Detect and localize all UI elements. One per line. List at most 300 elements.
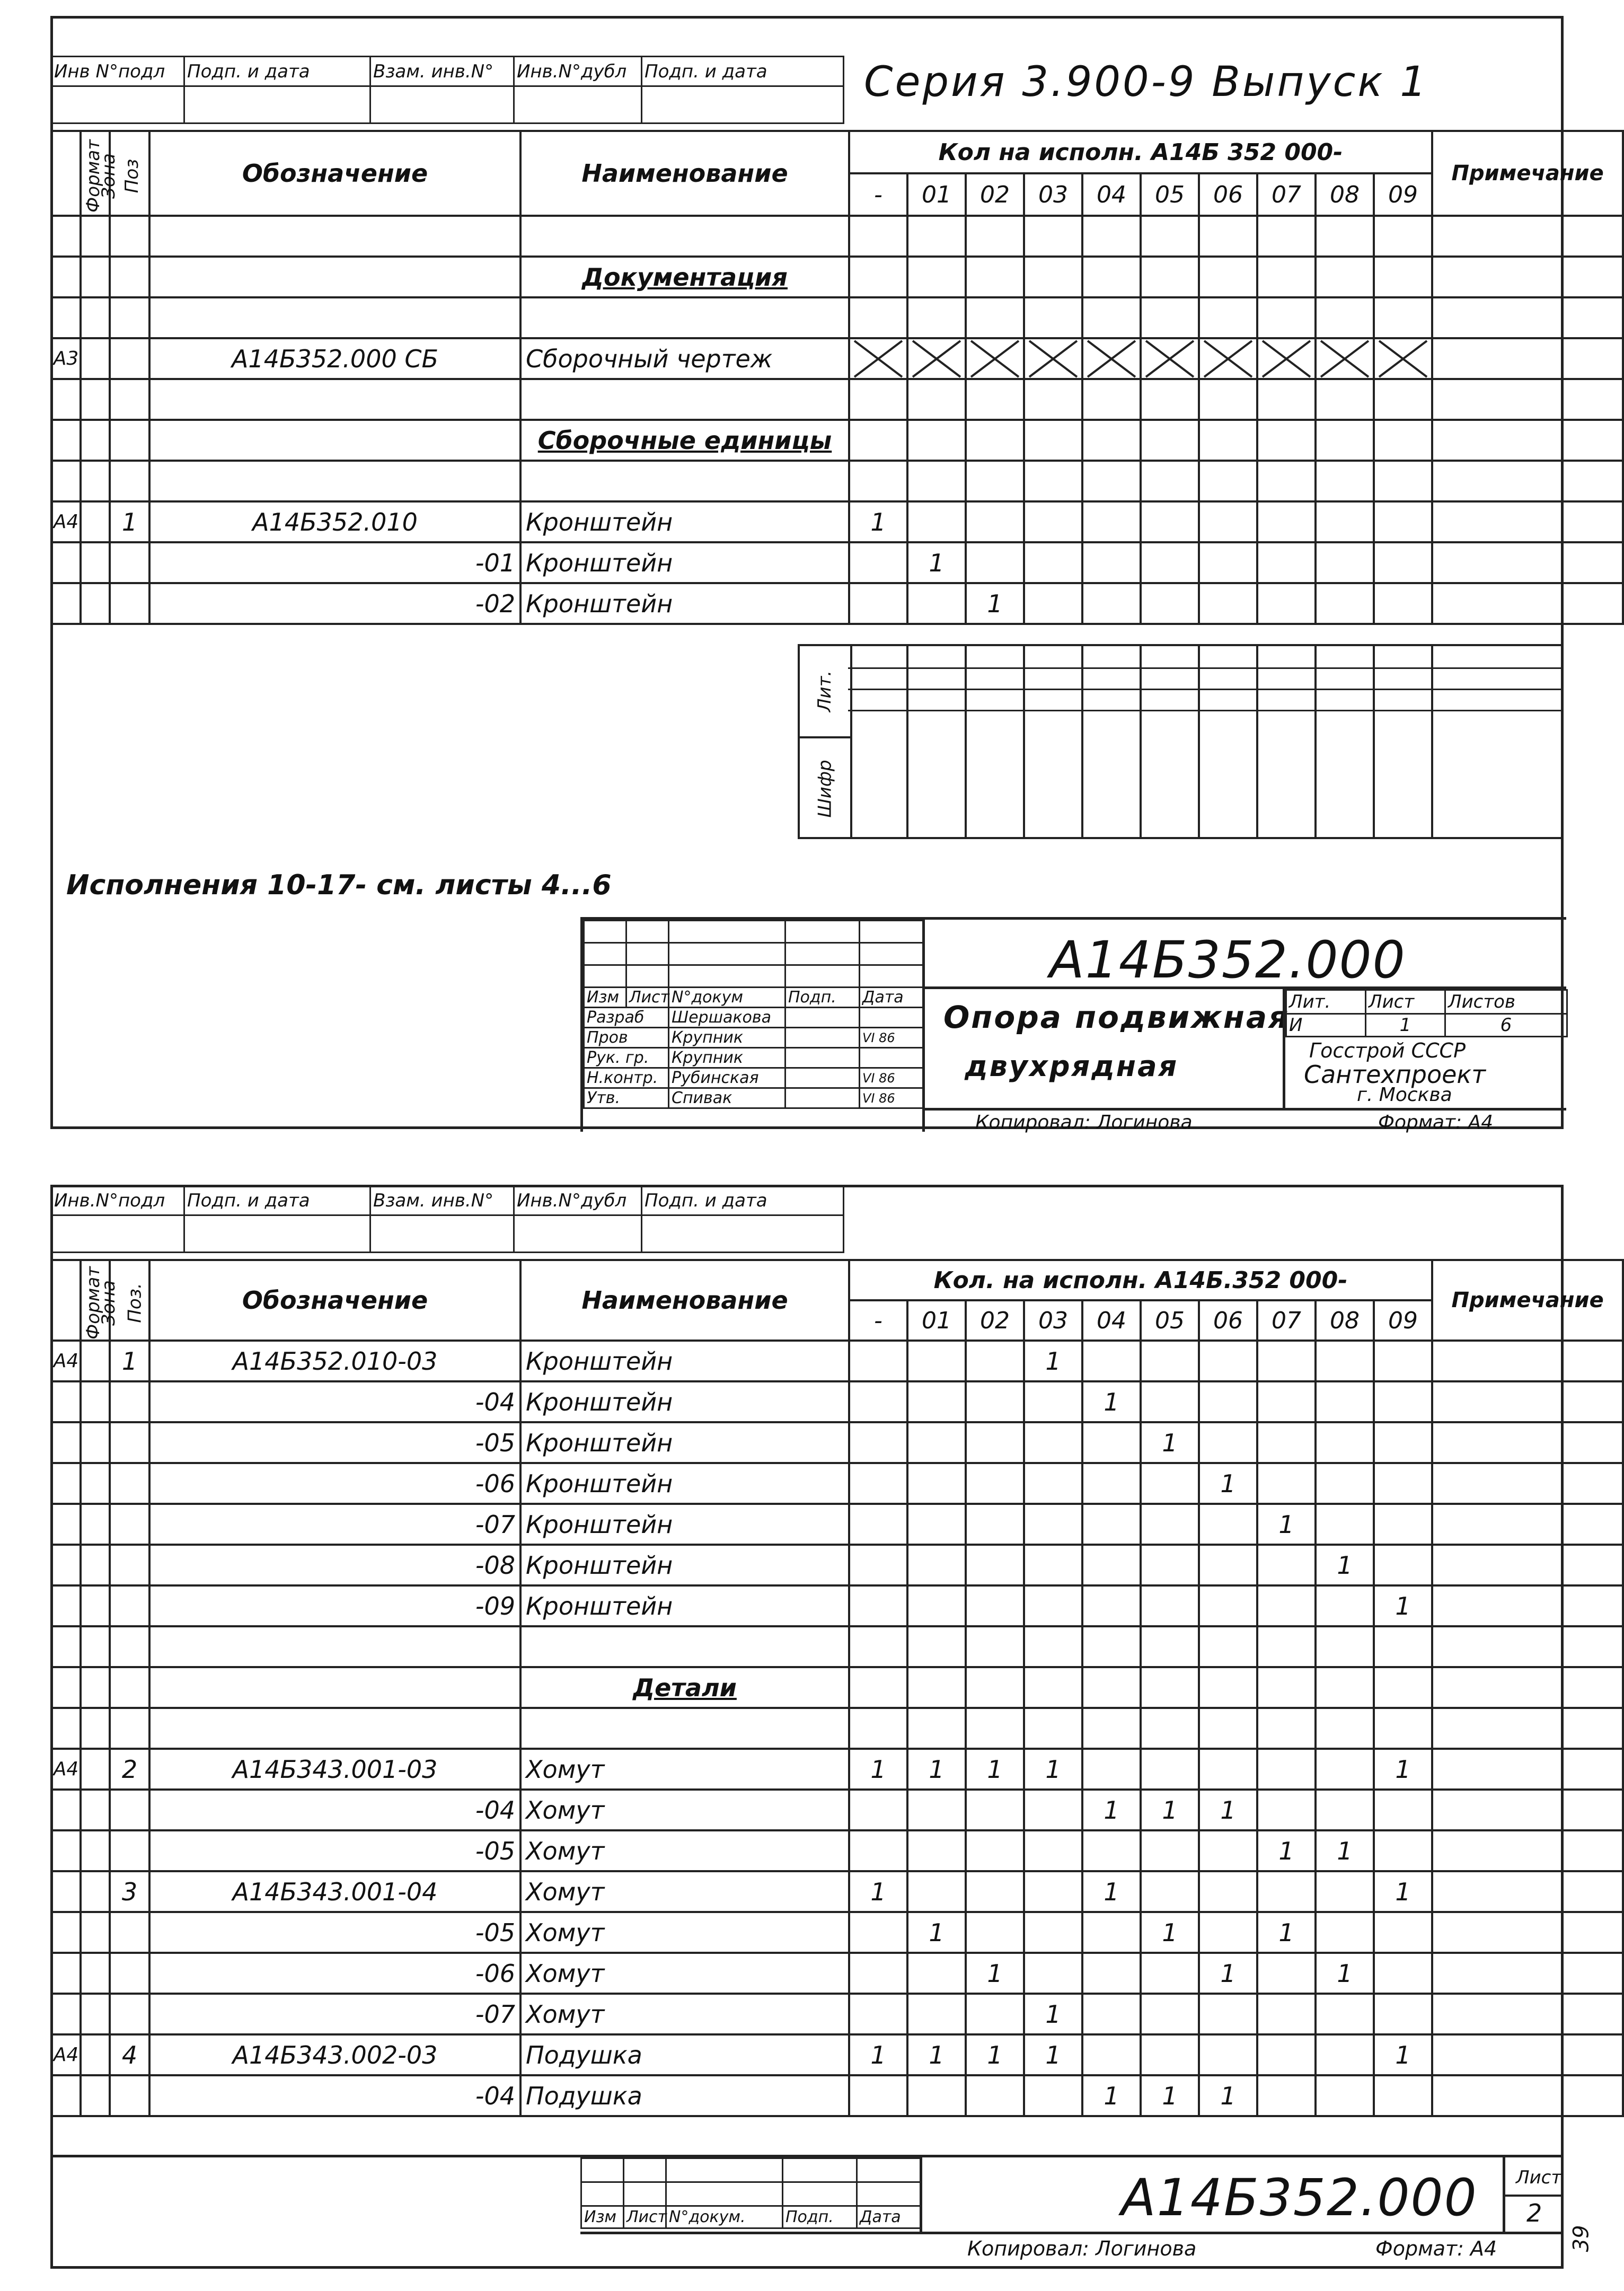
cell-zone <box>81 1994 110 2034</box>
variant-header: 08 <box>1316 173 1374 216</box>
cell-pos <box>110 542 149 583</box>
qty-cell <box>1199 1626 1257 1667</box>
variant-header: 08 <box>1316 1300 1374 1341</box>
qty-cell <box>1316 257 1374 297</box>
table-row <box>51 1463 1623 1504</box>
cross-mark <box>1146 341 1194 377</box>
cell-format <box>51 1422 81 1463</box>
qty-cell <box>849 1504 907 1545</box>
qty-cell <box>966 1790 1024 1830</box>
role-signature <box>785 1028 860 1048</box>
qty-cell <box>1082 338 1141 379</box>
table-row <box>51 1830 1623 1871</box>
col-note: Примечание <box>1432 131 1623 216</box>
qty-cell <box>1024 1912 1082 1953</box>
qty-cell <box>1316 379 1374 420</box>
qty-cell <box>1024 461 1082 501</box>
cell-name: Кронштейн <box>520 1341 849 1381</box>
qty-cell <box>1374 583 1432 624</box>
table-row <box>51 2034 1623 2075</box>
cell-format <box>51 2075 81 2116</box>
qty-cell <box>907 1463 966 1504</box>
qty-cell <box>1199 420 1257 461</box>
cell-note <box>1432 2034 1623 2075</box>
qty-cell <box>1082 501 1141 542</box>
cell-pos <box>110 1667 149 1708</box>
qty-cell <box>907 1545 966 1585</box>
qty-cell <box>1316 1381 1374 1422</box>
section-heading: Документация <box>520 257 849 297</box>
role-date <box>860 1008 923 1028</box>
cell-format <box>51 542 81 583</box>
qty-cell <box>1199 2034 1257 2075</box>
cell-designation <box>149 420 520 461</box>
qty-cell: 1 <box>1141 2075 1199 2116</box>
qty-cell <box>1141 1585 1199 1626</box>
qty-cell <box>849 1381 907 1422</box>
qty-cell: 1 <box>1024 1341 1082 1381</box>
table-row <box>51 379 1623 420</box>
qty-cell <box>1257 379 1316 420</box>
qty-cell <box>1257 1422 1316 1463</box>
qty-cell <box>849 216 907 257</box>
qty-cell: 1 <box>849 2034 907 2075</box>
cell-zone <box>81 542 110 583</box>
qty-cell: 1 <box>1374 2034 1432 2075</box>
variant-header: 02 <box>966 1300 1024 1341</box>
table-row <box>51 1790 1623 1830</box>
qty-cell <box>1082 297 1141 338</box>
qty-cell <box>1316 1585 1374 1626</box>
cell-zone <box>81 257 110 297</box>
cell-pos <box>110 420 149 461</box>
col-note: Примечание <box>1432 1260 1623 1341</box>
qty-cell <box>907 297 966 338</box>
qty-cell <box>1374 1504 1432 1545</box>
role-label: Утв. <box>584 1088 669 1108</box>
qty-cell <box>1199 297 1257 338</box>
qty-cell <box>1082 542 1141 583</box>
qty-cell <box>1024 1790 1082 1830</box>
cell-name: Кронштейн <box>520 583 849 624</box>
cell-note <box>1432 1871 1623 1912</box>
cell-designation: -04 <box>149 2075 520 2116</box>
table-row <box>51 1994 1623 2034</box>
qty-cell <box>907 1504 966 1545</box>
qty-cell <box>1082 216 1141 257</box>
variant-header: 02 <box>966 173 1024 216</box>
variant-header: 05 <box>1141 1300 1199 1341</box>
table-row <box>51 1708 1623 1749</box>
cell-pos <box>110 1994 149 2034</box>
storage-cell: Взам. инв.N° <box>370 1186 514 1215</box>
cell-format <box>51 297 81 338</box>
storage-cell: Взам. инв.N° <box>370 57 514 86</box>
qty-cell <box>849 1585 907 1626</box>
variant-header: 04 <box>1082 173 1141 216</box>
qty-cell <box>1316 1912 1374 1953</box>
qty-cell <box>1082 1545 1141 1585</box>
storage-cell: Подп. и дата <box>184 1186 370 1215</box>
qty-cell <box>849 1422 907 1463</box>
table-row <box>51 1545 1623 1585</box>
qty-cell <box>849 1912 907 1953</box>
qty-cell <box>1257 1708 1316 1749</box>
qty-cell <box>1199 1994 1257 2034</box>
qty-cell: 1 <box>1024 1749 1082 1790</box>
col-pos: Поз. <box>110 1260 149 1341</box>
cell-designation: А14Б343.001-03 <box>149 1749 520 1790</box>
sheet1-doc-number: А14Б352.000 <box>1049 930 1406 990</box>
sheet1-title-block <box>580 917 1566 1132</box>
qty-cell <box>1257 420 1316 461</box>
role-date: VI 86 <box>860 1088 923 1108</box>
qty-cell <box>1316 542 1374 583</box>
qty-cell <box>1082 257 1141 297</box>
qty-cell: 1 <box>1141 1790 1199 1830</box>
col-format: Формат <box>51 1260 81 1341</box>
qty-cell <box>1199 1585 1257 1626</box>
qty-cell <box>1024 1667 1082 1708</box>
cell-note <box>1432 1830 1623 1871</box>
qty-cell <box>1082 1463 1141 1504</box>
role-signature <box>785 1048 860 1068</box>
variant-header: - <box>849 1300 907 1341</box>
cell-note <box>1432 1381 1623 1422</box>
cell-zone <box>81 297 110 338</box>
qty-cell <box>966 2075 1024 2116</box>
storage-cell: Подп. и дата <box>642 57 844 86</box>
sheet2-format: Формат: А4 <box>1375 2237 1497 2260</box>
cell-designation: -04 <box>149 1790 520 1830</box>
role-name: Спивак <box>669 1088 785 1108</box>
cell-pos <box>110 583 149 624</box>
cell-note <box>1432 1953 1623 1994</box>
qty-cell <box>1141 216 1199 257</box>
qty-cell <box>966 542 1024 583</box>
sheet2-storage-strip <box>50 1185 844 1253</box>
qty-cell <box>966 1545 1024 1585</box>
qty-cell <box>1316 2034 1374 2075</box>
cell-designation: -07 <box>149 1504 520 1545</box>
qty-cell <box>1199 1381 1257 1422</box>
qty-cell <box>1374 1422 1432 1463</box>
cell-format <box>51 379 81 420</box>
qty-cell <box>1199 1667 1257 1708</box>
qty-cell <box>907 1626 966 1667</box>
qty-cell <box>907 583 966 624</box>
cell-pos <box>110 1830 149 1871</box>
qty-cell <box>1141 297 1199 338</box>
qty-cell <box>966 338 1024 379</box>
qty-cell <box>1199 1749 1257 1790</box>
qty-cell <box>1257 1585 1316 1626</box>
cell-designation: -08 <box>149 1545 520 1585</box>
table-row <box>51 420 1623 461</box>
qty-cell <box>1199 216 1257 257</box>
role-signature <box>785 1008 860 1028</box>
cell-note <box>1432 583 1623 624</box>
cross-mark <box>1379 341 1427 377</box>
cell-designation <box>149 461 520 501</box>
sheet1-format: Формат: А4 <box>1378 1112 1494 1133</box>
qty-cell <box>907 2075 966 2116</box>
cell-designation: А14Б352.000 СБ <box>149 338 520 379</box>
qty-cell <box>849 1953 907 1994</box>
qty-cell: 1 <box>1374 1585 1432 1626</box>
qty-cell <box>1199 338 1257 379</box>
cell-pos <box>110 1504 149 1545</box>
series-title: Серия 3.900-9 Выпуск 1 <box>864 58 1428 106</box>
qty-cell <box>1374 1626 1432 1667</box>
qty-cell: 1 <box>1082 1871 1141 1912</box>
cell-note <box>1432 1790 1623 1830</box>
qty-cell <box>1024 257 1082 297</box>
cell-zone <box>81 1912 110 1953</box>
cell-name: Хомут <box>520 1871 849 1912</box>
qty-cell <box>1374 379 1432 420</box>
cell-name <box>520 297 849 338</box>
variant-header: 09 <box>1374 1300 1432 1341</box>
lit-header: Лит. <box>1286 990 1366 1014</box>
qty-cell <box>1199 1545 1257 1585</box>
cell-note <box>1432 216 1623 257</box>
qty-cell <box>1257 583 1316 624</box>
qty-cell <box>907 338 966 379</box>
qty-cell <box>1141 1871 1199 1912</box>
qty-cell: 1 <box>907 542 966 583</box>
qty-cell <box>907 1708 966 1749</box>
qty-cell <box>849 1463 907 1504</box>
cell-pos: 3 <box>110 1871 149 1912</box>
cell-format <box>51 1626 81 1667</box>
qty-cell <box>907 461 966 501</box>
qty-cell <box>849 379 907 420</box>
cell-note <box>1432 1341 1623 1381</box>
qty-cell <box>966 1871 1024 1912</box>
qty-cell <box>1141 1381 1199 1422</box>
qty-cell <box>1199 257 1257 297</box>
cell-designation: -05 <box>149 1912 520 1953</box>
cell-name: Кронштейн <box>520 1545 849 1585</box>
footnote: Исполнения 10-17- см. листы 4...6 <box>66 869 612 901</box>
cell-designation <box>149 379 520 420</box>
role-signature <box>785 1088 860 1108</box>
cross-mark <box>1029 341 1077 377</box>
cell-note <box>1432 1585 1623 1626</box>
cell-name: Подушка <box>520 2034 849 2075</box>
qty-cell <box>1199 583 1257 624</box>
qty-cell <box>907 1381 966 1422</box>
cell-designation: -06 <box>149 1463 520 1504</box>
qty-cell <box>849 1708 907 1749</box>
qty-cell <box>1141 461 1199 501</box>
qty-cell <box>1141 1749 1199 1790</box>
qty-cell <box>1082 1667 1141 1708</box>
col-zone: Зона <box>81 131 110 216</box>
cell-name: Хомут <box>520 1953 849 1994</box>
qty-cell: 1 <box>1141 1912 1199 1953</box>
qty-cell <box>1141 1504 1199 1545</box>
qty-cell <box>1257 461 1316 501</box>
role-label: Рук. гр. <box>584 1048 669 1068</box>
qty-cell <box>1257 1667 1316 1708</box>
section-heading: Сборочные единицы <box>520 420 849 461</box>
qty-cell <box>849 338 907 379</box>
variant-header: 04 <box>1082 1300 1141 1341</box>
cell-pos: 2 <box>110 1749 149 1790</box>
qty-cell <box>1141 257 1199 297</box>
cell-format <box>51 1463 81 1504</box>
qty-cell: 1 <box>966 583 1024 624</box>
cell-zone <box>81 379 110 420</box>
qty-cell: 1 <box>907 1749 966 1790</box>
qty-cell <box>1374 1708 1432 1749</box>
table-row <box>51 542 1623 583</box>
table-row <box>51 1912 1623 1953</box>
qty-cell <box>966 1504 1024 1545</box>
qty-cell <box>849 1667 907 1708</box>
qty-cell <box>907 501 966 542</box>
col-name: Наименование <box>520 131 849 216</box>
tb-h-sign: Подп. <box>785 988 860 1008</box>
cross-mark <box>913 341 960 377</box>
sheet1-copied: Копировал: Логинова <box>975 1112 1193 1133</box>
qty-cell <box>1082 1341 1141 1381</box>
sheet1-storage-strip <box>50 56 844 124</box>
storage-cell: Подп. и дата <box>642 1186 844 1215</box>
cell-zone <box>81 583 110 624</box>
qty-cell: 1 <box>1257 1830 1316 1871</box>
cell-zone <box>81 1953 110 1994</box>
qty-cell <box>1257 1381 1316 1422</box>
cross-mark <box>971 341 1019 377</box>
qty-cell: 1 <box>1199 1463 1257 1504</box>
qty-cell <box>1316 1790 1374 1830</box>
qty-cell <box>907 1341 966 1381</box>
margin-mark: 39 <box>1569 2225 1594 2252</box>
qty-cell <box>1082 1504 1141 1545</box>
cell-note <box>1432 1463 1623 1504</box>
qty-cell <box>966 1994 1024 2034</box>
role-name: Рубинская <box>669 1068 785 1088</box>
tb-h-sign: Подп. <box>783 2206 857 2228</box>
sheet2-sheet-value: 2 <box>1526 2199 1542 2227</box>
qty-cell <box>1374 1381 1432 1422</box>
variant-header: 09 <box>1374 173 1432 216</box>
role-name: Крупник <box>669 1048 785 1068</box>
qty-cell <box>1082 1912 1141 1953</box>
storage-cell: Инв.N°дубл <box>514 1186 642 1215</box>
cell-zone <box>81 1790 110 1830</box>
cell-designation: -01 <box>149 542 520 583</box>
qty-cell <box>1316 1626 1374 1667</box>
qty-cell <box>966 501 1024 542</box>
qty-cell <box>1141 1463 1199 1504</box>
qty-cell: 1 <box>1374 1871 1432 1912</box>
cell-zone <box>81 1830 110 1871</box>
cell-zone <box>81 1667 110 1708</box>
qty-cell <box>907 1994 966 2034</box>
cell-pos <box>110 1381 149 1422</box>
cell-format: А4 <box>51 2034 81 2075</box>
cell-name: Кронштейн <box>520 1585 849 1626</box>
qty-cell <box>1374 1994 1432 2034</box>
qty-cell <box>1316 216 1374 257</box>
qty-cell <box>1374 1830 1432 1871</box>
table-row <box>51 1953 1623 1994</box>
cell-name: Хомут <box>520 1994 849 2034</box>
qty-cell <box>849 420 907 461</box>
qty-cell <box>1024 2075 1082 2116</box>
qty-cell <box>1257 1545 1316 1585</box>
col-zone: Зона <box>81 1260 110 1341</box>
qty-cell <box>1316 1749 1374 1790</box>
qty-cell <box>1374 420 1432 461</box>
qty-cell <box>1257 257 1316 297</box>
sheet1-spec-table <box>50 130 1624 625</box>
qty-cell <box>966 1585 1024 1626</box>
qty-cell <box>849 542 907 583</box>
sheet2-copied: Копировал: Логинова <box>967 2237 1197 2260</box>
cell-pos: 1 <box>110 1341 149 1381</box>
cell-format <box>51 1585 81 1626</box>
cell-name <box>520 461 849 501</box>
qty-cell <box>1316 1422 1374 1463</box>
qty-cell <box>1374 1912 1432 1953</box>
cell-designation: А14Б343.001-04 <box>149 1871 520 1912</box>
cell-note <box>1432 297 1623 338</box>
table-row <box>51 1341 1623 1381</box>
qty-cell <box>1374 1667 1432 1708</box>
qty-cell <box>1082 583 1141 624</box>
cell-format: А3 <box>51 338 81 379</box>
cell-pos <box>110 1912 149 1953</box>
cell-name: Хомут <box>520 1912 849 1953</box>
qty-cell <box>1374 1790 1432 1830</box>
cell-name <box>520 1626 849 1667</box>
cell-pos <box>110 1545 149 1585</box>
qty-cell <box>1374 297 1432 338</box>
cell-format: А4 <box>51 501 81 542</box>
cell-designation: -07 <box>149 1994 520 2034</box>
qty-cell <box>966 257 1024 297</box>
cell-note <box>1432 1504 1623 1545</box>
qty-cell <box>966 1422 1024 1463</box>
signature-row <box>584 1088 923 1108</box>
variant-header: 06 <box>1199 173 1257 216</box>
qty-cell <box>849 1790 907 1830</box>
qty-cell <box>1141 420 1199 461</box>
cell-zone <box>81 1871 110 1912</box>
qty-cell <box>1024 338 1082 379</box>
cell-zone <box>81 1463 110 1504</box>
role-label: Разраб <box>584 1008 669 1028</box>
variant-header: - <box>849 173 907 216</box>
qty-cell <box>1316 2075 1374 2116</box>
qty-cell: 1 <box>966 2034 1024 2075</box>
qty-cell <box>966 379 1024 420</box>
variant-header: 06 <box>1199 1300 1257 1341</box>
qty-cell <box>1199 542 1257 583</box>
cell-pos <box>110 1422 149 1463</box>
qty-cell <box>1082 461 1141 501</box>
cell-pos <box>110 257 149 297</box>
cell-note <box>1432 1422 1623 1463</box>
qty-cell <box>1024 1953 1082 1994</box>
qty-cell <box>966 1912 1024 1953</box>
qty-cell <box>966 297 1024 338</box>
